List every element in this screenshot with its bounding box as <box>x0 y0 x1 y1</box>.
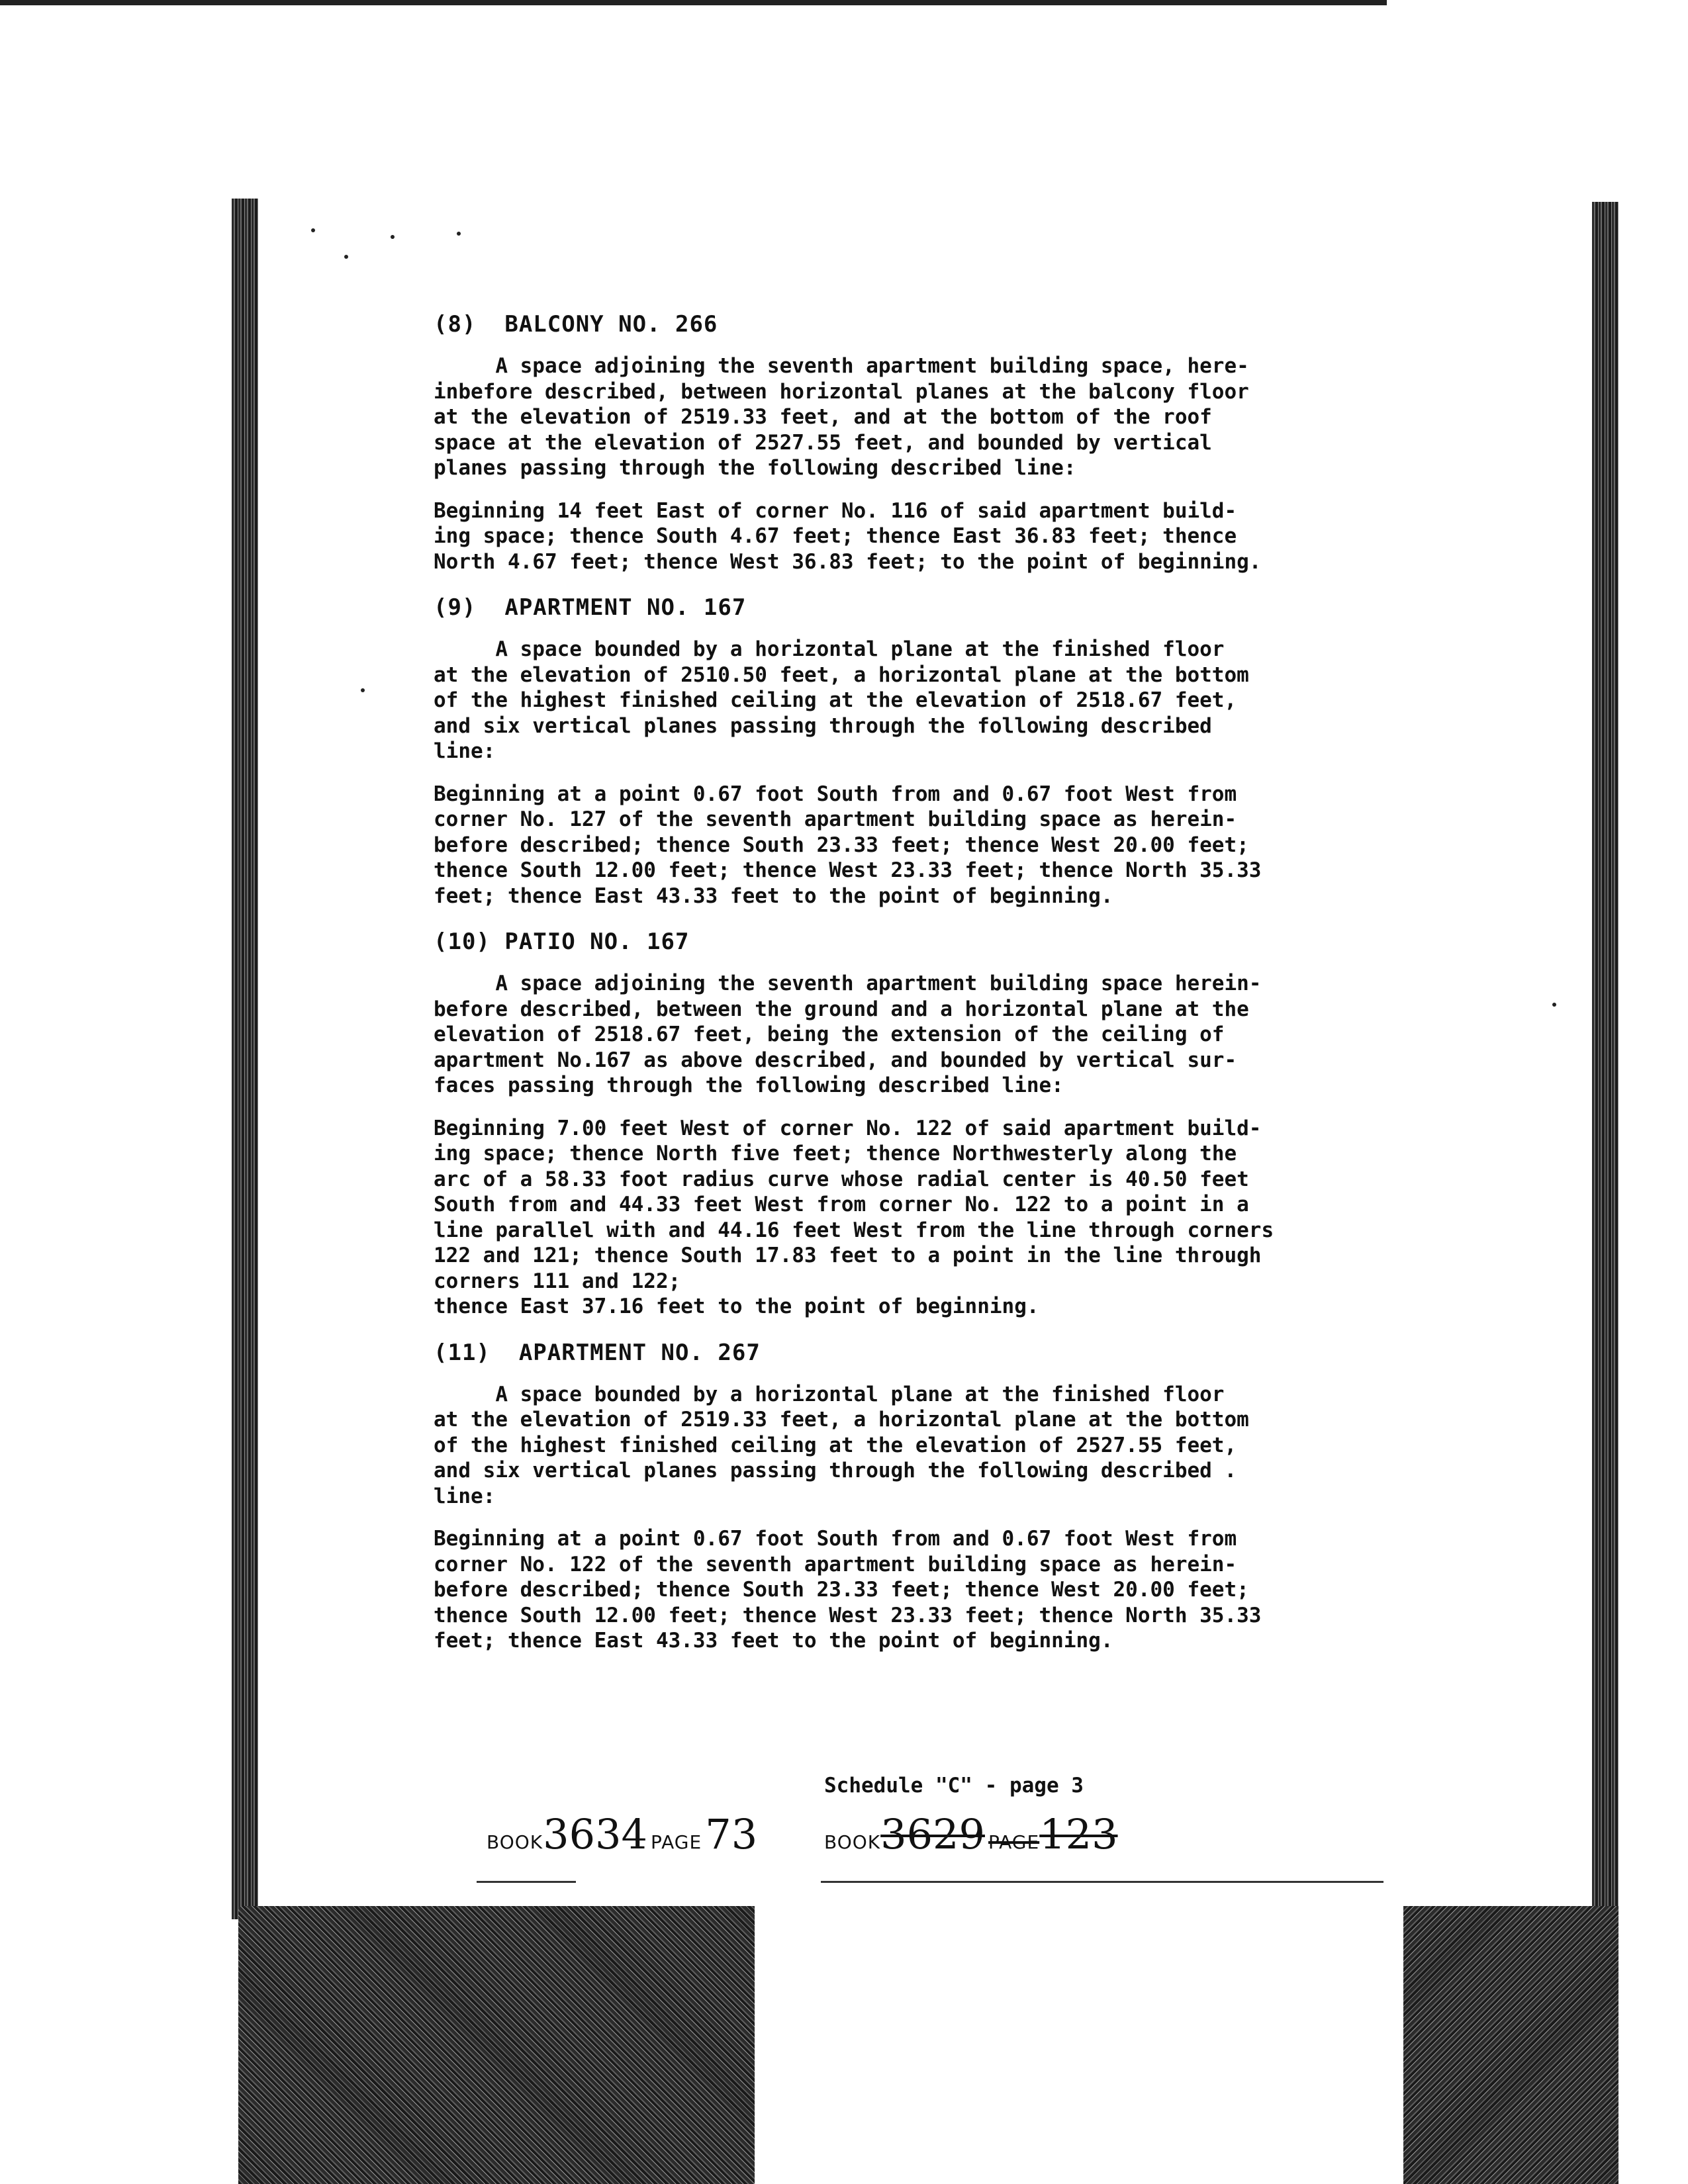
scan-noise-bottom-right <box>1403 1906 1618 2184</box>
section-paragraph: A space adjoining the seventh apartment building space, here- inbefore described, between horizontal planes at the balcony floor at the elevation of 2519.33 feet, and at the bottom of the roof space at the elevation of 2527.55 feet, and bounded by vertical planes passing through the following described line: <box>434 354 1249 480</box>
scan-speck <box>391 235 395 239</box>
scan-speck <box>457 232 461 236</box>
section-heading: (10) PATIO NO. 167 <box>434 929 690 955</box>
document-body <box>434 311 1552 1674</box>
scan-speck <box>311 228 315 232</box>
stamp-underline <box>477 1881 576 1883</box>
section-heading: (11) APARTMENT NO. 267 <box>434 1339 761 1366</box>
scan-border-left <box>232 199 258 1919</box>
scan-border-right <box>1592 202 1618 1909</box>
superseded-book-page-stamp <box>824 1810 1118 1858</box>
scan-speck <box>344 255 348 259</box>
schedule-page-label: Schedule "C" - page 3 <box>824 1774 1084 1797</box>
stamp-page-number: 73 <box>705 1810 758 1858</box>
section-paragraph: Beginning 7.00 feet West of corner No. 122 of said apartment build- ing space; thence North five feet; thence Northwesterly along the arc of a 58.33 foot radius curve whose radial center is 40.50 feet South from and 44.33 feet West from corner No. 122 to a point in a line parallel with and 44.16 feet West from the line through corners 122 and 121; thence South 17.83 feet to a point in the line through corners 111 and 122; thence East 37.16 feet to the point of beginning. <box>434 1116 1274 1318</box>
stamp-page-number: 123 <box>1039 1810 1118 1858</box>
section-paragraph: A space bounded by a horizontal plane at the finished floor at the elevation of 2519.33 feet, a horizontal plane at the bottom of the highest finished ceiling at the elevation of 2527.55 feet, and six vertical planes passing through the following described . line: <box>434 1382 1249 1508</box>
section-paragraph: A space adjoining the seventh apartment building space herein- before described, between the ground and a horizontal plane at the elevation of 2518.67 feet, being the extension of the ceiling of apartment No.167 as above described, and bounded by vertical sur- faces passing through the following described line: <box>434 972 1262 1097</box>
scan-speck <box>1552 1003 1556 1007</box>
scan-border-top <box>0 0 1387 5</box>
stamp-book-number: 3629 <box>880 1810 985 1858</box>
stamp-underline <box>821 1881 1383 1883</box>
stamp-book-label: BOOK <box>487 1831 543 1853</box>
section-heading: (8) BALCONY NO. 266 <box>434 311 718 338</box>
section-heading: (9) APARTMENT NO. 167 <box>434 594 747 621</box>
section-patio-167 <box>434 929 1552 1320</box>
section-paragraph: Beginning at a point 0.67 foot South from and 0.67 foot West from corner No. 127 of the seventh apartment building space as herein- before described; thence South 23.33 feet; thence West 20.00 feet; thence South 12.00 feet; thence West 23.33 feet; thence North 35.33 feet; thence East 43.33 feet to the point of beginning. <box>434 782 1262 908</box>
scan-speck <box>361 688 365 692</box>
stamp-page-label: PAGE <box>988 1831 1040 1853</box>
stamp-book-number: 3634 <box>543 1810 647 1858</box>
stamp-book-label: BOOK <box>824 1831 881 1853</box>
section-paragraph: A space bounded by a horizontal plane at the finished floor at the elevation of 2510.50 feet, a horizontal plane at the bottom of the highest finished ceiling at the elevation of 2518.67 feet, and six vertical planes passing through the following described line: <box>434 637 1249 763</box>
scan-noise-bottom-left <box>238 1906 755 2184</box>
stamp-page-label: PAGE <box>651 1831 702 1853</box>
section-paragraph: Beginning 14 feet East of corner No. 116 of said apartment build- ing space; thence South 4.67 feet; thence East 36.83 feet; thence North 4.67 feet; thence West 36.83 feet; to the point of beginning. <box>434 498 1262 574</box>
section-apartment-167 <box>434 594 1552 909</box>
book-page-stamp <box>487 1810 757 1858</box>
section-paragraph: Beginning at a point 0.67 foot South from and 0.67 foot West from corner No. 122 of the seventh apartment building space as herein- before described; thence South 23.33 feet; thence West 20.00 feet; thence South 12.00 feet; thence West 23.33 feet; thence North 35.33 feet; thence East 43.33 feet to the point of beginning. <box>434 1527 1262 1653</box>
section-balcony-266 <box>434 311 1552 574</box>
section-apartment-267 <box>434 1340 1552 1654</box>
